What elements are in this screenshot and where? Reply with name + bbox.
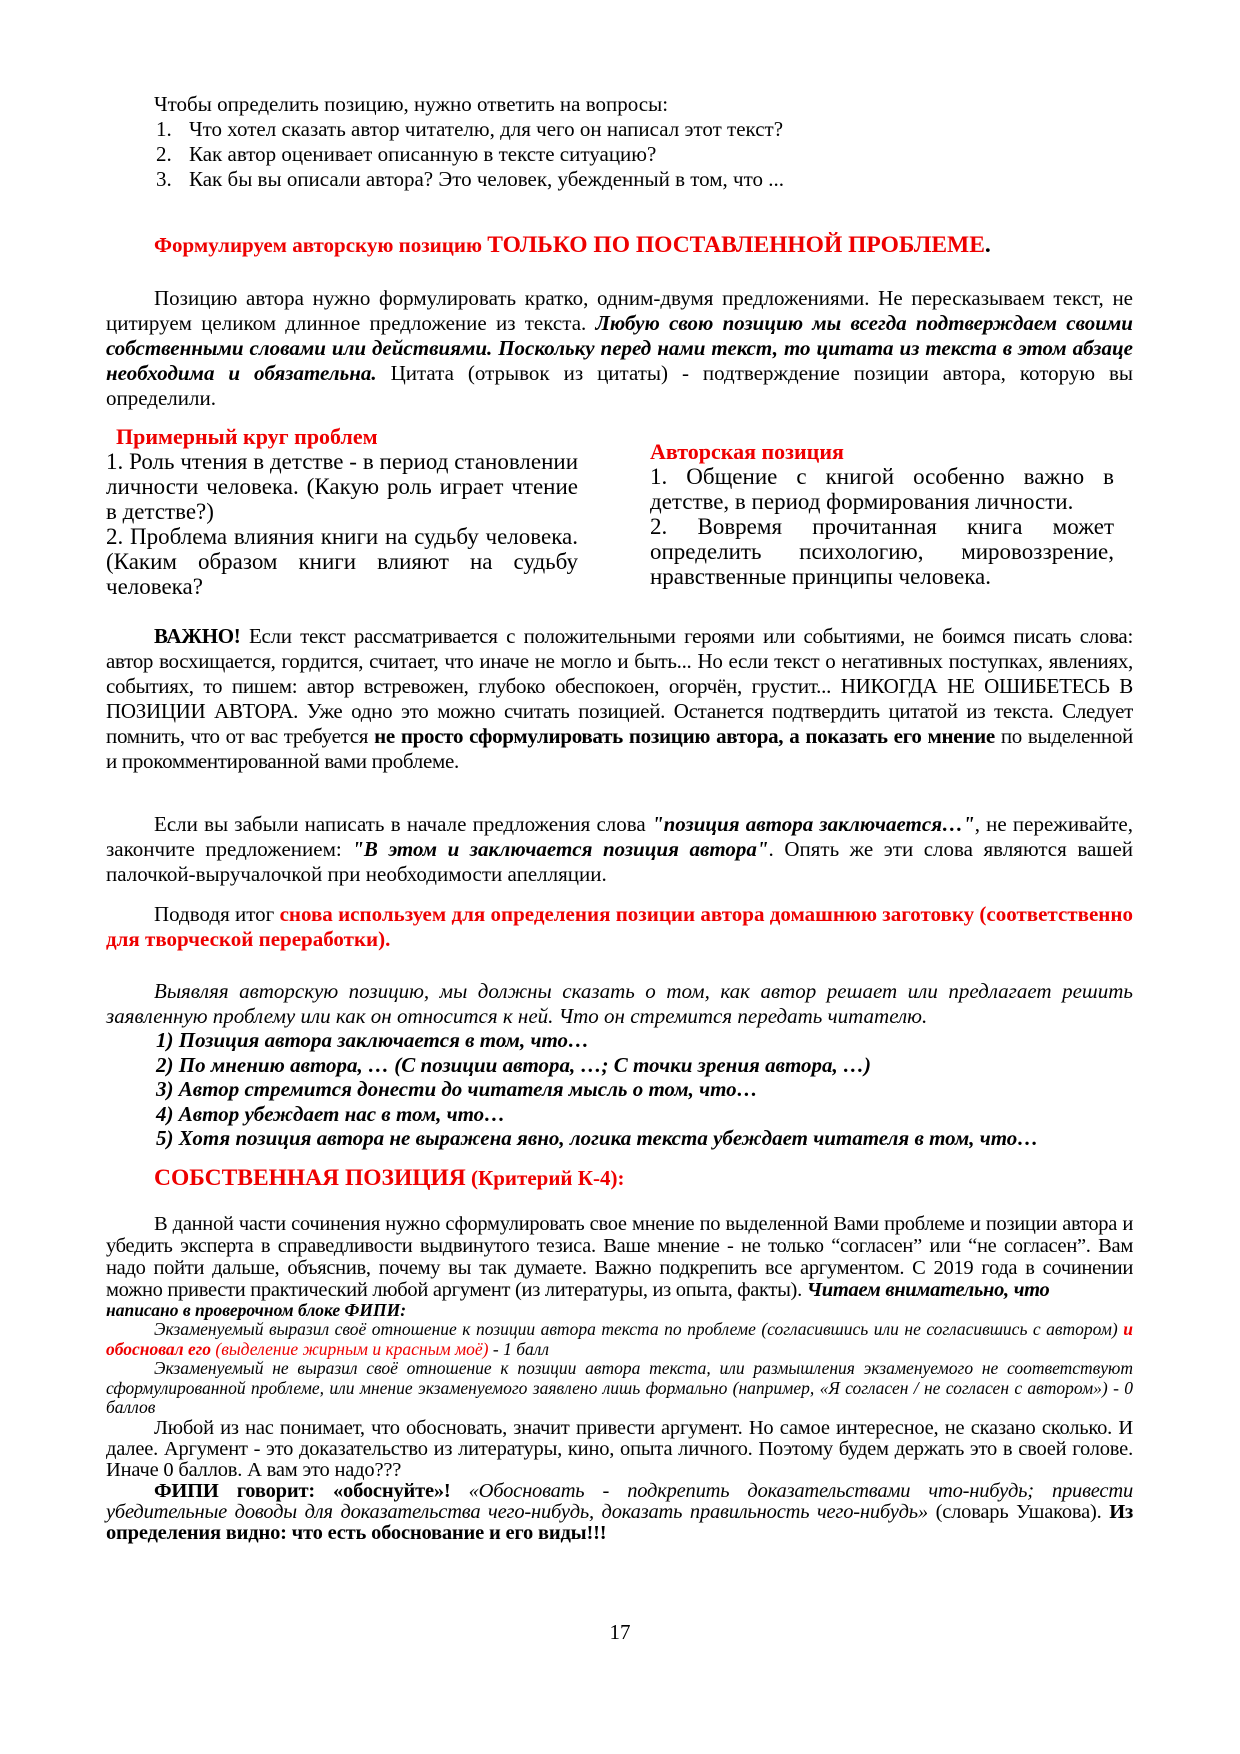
text-run: , не переживайте, закончите предложением: xyxy=(106,812,1134,861)
problem-item-1: 1. Роль чтения в детстве - в период становлении личности человека. (Какую роль играет чтение в детстве?) xyxy=(106,449,578,524)
question-text: Как автор оценивает описанную в тексте ситуацию? xyxy=(189,142,657,166)
bold-run: не просто сформулировать позицию автора, а показать его мнение xyxy=(374,724,995,748)
text-run: . Опять же эти слова являются вашей палочкой-выручалочкой при необходимости апелляции. xyxy=(106,837,1134,886)
important-label: ВАЖНО! xyxy=(154,624,241,648)
text-run: Экзаменуемый выразил своё отношение к позиции автора текста по проблеме (согласившись или не согласившись с автором) xyxy=(154,1319,1124,1339)
italic-quote-run: «Обосновать - подкрепить доказательствами что-нибудь; привести убедительные доводы для доказательства чего-нибудь, доказать правильность чего-нибудь» xyxy=(106,1479,1133,1523)
bold-italic-run: Читаем внимательно, что xyxy=(806,1278,1050,1301)
question-number: 3. xyxy=(156,167,172,191)
paragraph-argument: Любой из нас понимает, что обосновать, значит привести аргумент. Но самое интересное, не сказано сколько. И далее. Аргумент - это доказательство из литературы, кино, опыта личного. Поэтому будем держать это в своей голове. Иначе 0 баллов. А вам это надо??? xyxy=(106,1416,1133,1481)
template-item-2: 2) По мнению автора, … (С позиции автора, …; С точки зрения автора, …) xyxy=(156,1052,872,1077)
red-bold-run: и обосновал его xyxy=(106,1319,1133,1359)
heading-own-criterion: (Критерий К-4): xyxy=(465,1165,625,1190)
fipi-criterion-1-point xyxy=(106,1320,1133,1359)
template-item-4: 4) Автор убеждает нас в том, что… xyxy=(156,1101,506,1126)
template-item-5: 5) Хотя позиция автора не выражена явно, логика текста убеждает читателя в том, что… xyxy=(156,1126,1039,1150)
fipi-criteria-block xyxy=(106,1301,1133,1418)
template-item-3: 3) Автор стремится донести до читателя мысль о том, что… xyxy=(156,1077,758,1101)
templates-intro: Выявляя авторскую позицию, мы должны сказать о том, как автор решает или предлагает решить заявленную проблему или как он относится к ней. Что он стремится передать читателю. xyxy=(106,979,1133,1028)
text-run: В данной части сочинения нужно сформулировать свое мнение по выделенной Вами проблеме и позиции автора и убедить эксперта в справедливости выдвинутого тезиса. Ваше мнение - не только “согласен” или “не согласен”. Вам надо пойти дальше, объяснив, почему вы так думаете. Важно подкрепить все аргументом. С 2019 года в сочинении можно привести практический любой аргумент (из литературы, из опыта, факты). xyxy=(106,1212,1133,1301)
two-column-section xyxy=(106,424,1133,599)
author-position-item-1: 1. Общение с книгой особенно важно в детстве, в период формирования личности. xyxy=(650,464,1114,514)
paragraph-position-rules xyxy=(106,286,1133,411)
paragraph-fipi-says xyxy=(106,1481,1133,1544)
author-position-item-2: 2. Вовремя прочитанная книга может определить психологию, мировоззрение, нравственные принципы человека. xyxy=(650,514,1114,589)
question-item-1 xyxy=(156,117,1133,142)
question-item-3 xyxy=(156,167,1133,192)
author-position-column xyxy=(650,424,1114,599)
text-run: Если вы забыли написать в начале предложения слова xyxy=(154,812,652,836)
paragraph-summary xyxy=(106,902,1133,952)
template-item-1: 1) Позиция автора заключается в том, что… xyxy=(156,1028,590,1052)
bold-run: ФИПИ говорит: «обоснуйте»! xyxy=(154,1479,451,1502)
red-note-run: (выделение жирным и красным моё) xyxy=(211,1338,489,1359)
question-number: 2. xyxy=(156,142,172,166)
problems-column xyxy=(106,424,578,599)
text-run: Подводя итог xyxy=(154,902,280,926)
text-run: Если текст рассматривается с положительными героями или событиями, не боимся писать слова: автор восхищается, гордится, считает, что иначе не могло и быть... Но если текст о негативных поступках, явлениях, событиях, то пишем: автор встревожен, глубоко обеспокоен, огорчён, грустит... НИКОГДА НЕ ОШИБЕТЕСЬ В ПОЗИЦИИ АВТОРА. Уже одно это можно считать позицией. Останется подтвердить цитатой из текста. Следует помнить, что от вас требуется xyxy=(106,624,1133,748)
position-templates-section xyxy=(106,979,1133,1151)
heading-formulate-period: . xyxy=(984,232,991,258)
bold-italic-run: Любую свою позицию мы всегда подтверждаем своими собственными словами или действиями. Поскольку перед нами текст, то цитата из текста в этом абзаце необходима и обязательна. xyxy=(106,311,1133,385)
text-run: по выделенной и прокомментированной вами проблеме. xyxy=(106,724,1133,773)
text-run: Позицию автора нужно формулировать кратко, одним-двумя предложениями. Не пересказываем текст, не цитируем целиком длинное предложение из текста. xyxy=(106,286,1133,335)
intro-lead: Чтобы определить позицию, нужно ответить на вопросы: xyxy=(154,92,669,116)
question-item-2 xyxy=(156,142,1133,167)
text-run: - 1 балл xyxy=(488,1338,550,1359)
quoted-phrase: "В этом и заключается позиция автора" xyxy=(352,837,769,861)
heading-own-caps: СОБСТВЕННАЯ ПОЗИЦИЯ xyxy=(154,1164,466,1191)
text-run: (словарь Ушакова). xyxy=(927,1500,1110,1523)
page-number: 17 xyxy=(609,1620,631,1644)
text-run: Цитата (отрывок из цитаты) - подтверждение позиции автора, которую вы определили. xyxy=(106,361,1134,410)
heading-own-position xyxy=(106,1165,1133,1192)
problems-title: Примерный круг проблем xyxy=(116,424,378,449)
heading-formulate-caps: ТОЛЬКО ПО ПОСТАВЛЕННОЙ ПРОБЛЕМЕ xyxy=(487,232,985,258)
intro-question-list xyxy=(106,117,1133,192)
bold-run: Из определения видно: что есть обоснование и его виды!!! xyxy=(106,1500,1133,1544)
quoted-phrase: "позиция автора заключается…" xyxy=(651,812,975,836)
problem-item-2: 2. Проблема влияния книги на судьбу человека. (Каким образом книги влияют на судьбу человека? xyxy=(106,524,578,599)
red-bold-run: снова используем для определения позиции автора домашнюю заготовку (соответственно для творческой переработки). xyxy=(106,902,1133,951)
paragraph-important xyxy=(106,624,1133,774)
question-text: Что хотел сказать автор читателю, для чего он написал этот текст? xyxy=(189,117,784,141)
heading-formulate-position xyxy=(106,232,1133,259)
question-text: Как бы вы описали автора? Это человек, убежденный в том, что ... xyxy=(189,167,785,191)
author-position-title: Авторская позиция xyxy=(650,439,844,464)
fipi-continuation-line: написано в проверочном блоке ФИПИ: xyxy=(106,1299,407,1320)
fipi-criterion-0-points: Экзаменуемый не выразил своё отношение к позиции автора текста, или размышления экзаменуемого не соответствуют сформулированной проблеме, или мнение экзаменуемого заявлено лишь формально (например, «Я согласен / не согласен с автором») - 0 баллов xyxy=(106,1358,1133,1417)
paragraph-own-position xyxy=(106,1213,1133,1301)
heading-formulate-lead: Формулируем авторскую позицию xyxy=(154,233,488,257)
question-number: 1. xyxy=(156,117,172,141)
paragraph-forgot-phrase xyxy=(106,812,1133,887)
